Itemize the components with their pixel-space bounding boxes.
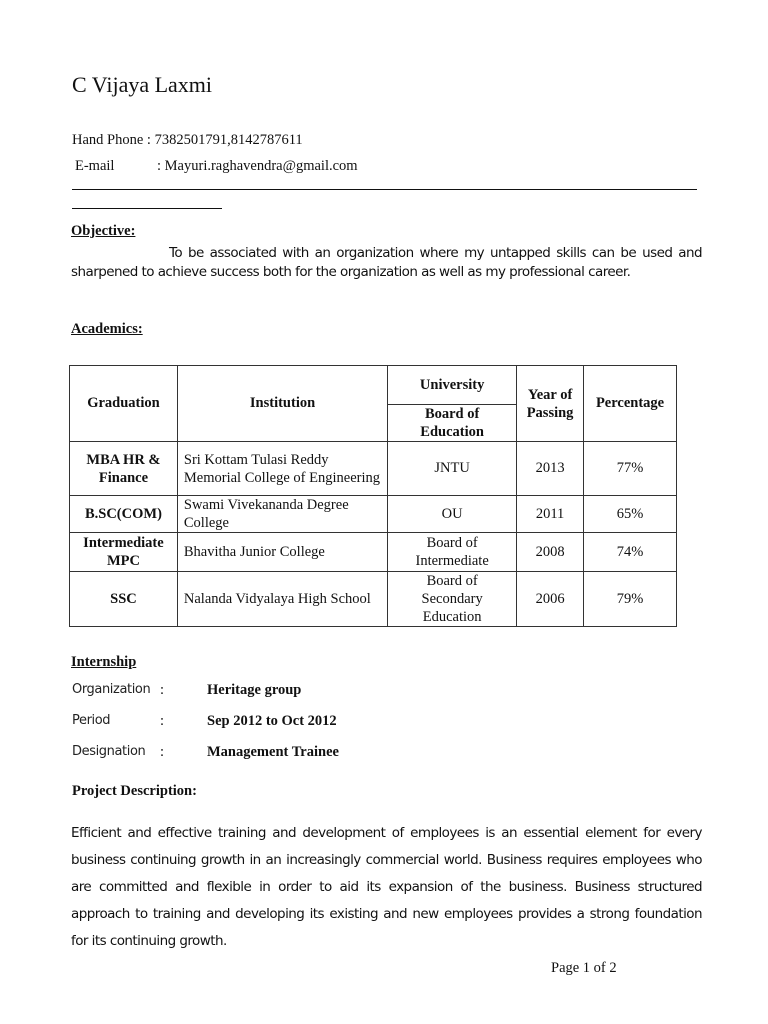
table-row: [70, 442, 677, 496]
organization-value: Heritage group: [207, 682, 302, 698]
cell-institution: Nalanda Vidyalaya High School: [177, 572, 387, 627]
objective-text: To be associated with an organization where my untapped skills can be used and sharpened to achieve success both for the organization as well as my professional career.: [71, 245, 702, 280]
column-header-graduation: Graduation: [70, 366, 178, 442]
cell-institution: Sri Kottam Tulasi Reddy Memorial College of Engineering: [177, 442, 387, 496]
cell-university: JNTU: [388, 442, 517, 496]
academics-heading: Academics:: [71, 321, 143, 337]
column-header-university: University: [388, 366, 517, 405]
cell-institution: Bhavitha Junior College: [177, 533, 387, 572]
cell-year: 2011: [517, 496, 584, 533]
cell-university: OU: [388, 496, 517, 533]
academics-table: [69, 365, 677, 627]
organization-label: Organization: [72, 682, 151, 697]
designation-label: Designation: [72, 744, 146, 759]
cell-university: Board of Intermediate: [388, 533, 517, 572]
table-row: [70, 572, 677, 627]
phone-value: 7382501791,8142787611: [154, 132, 303, 148]
email-label: E-mail: [75, 158, 115, 174]
cell-university: Board of Secondary Education: [388, 572, 517, 627]
period-value: Sep 2012 to Oct 2012: [207, 713, 337, 729]
cell-year: 2006: [517, 572, 584, 627]
organization-colon: :: [160, 682, 165, 698]
cell-year: 2008: [517, 533, 584, 572]
cell-graduation: SSC: [70, 572, 178, 627]
page-number: Page 1 of 2: [551, 960, 617, 976]
column-header-percentage: Percentage: [584, 366, 677, 442]
cell-graduation: MBA HR & Finance: [70, 442, 178, 496]
candidate-name: C Vijaya Laxmi: [72, 72, 213, 97]
phone-line: [72, 132, 303, 149]
designation-colon: :: [160, 744, 165, 760]
column-header-year: Year of Passing: [517, 366, 584, 442]
period-label: Period: [72, 713, 111, 728]
cell-graduation: Intermediate MPC: [70, 533, 178, 572]
cell-graduation: B.SC(COM): [70, 496, 178, 533]
period-colon: :: [160, 713, 165, 729]
cell-percentage: 74%: [584, 533, 677, 572]
phone-label: Hand Phone :: [72, 132, 151, 148]
project-heading: Project Description:: [72, 783, 197, 799]
table-row: [70, 496, 677, 533]
table-row: [70, 533, 677, 572]
objective-heading: Objective:: [71, 223, 136, 239]
email-value: Mayuri.raghavendra@gmail.com: [164, 158, 358, 174]
header-divider: [72, 189, 697, 190]
project-description: Efficient and effective training and development of employees is an essential element for every business continuing growth in an increasingly commercial world. Business requires employees who are committed and flexible in order to aid its expansion of the business. Business structured approach to training and developing its existing and new employees provides a strong foundation for its continuing growth.: [71, 825, 702, 949]
email-line: [75, 158, 358, 175]
cell-institution: Swami Vivekananda Degree College: [177, 496, 387, 533]
cell-percentage: 77%: [584, 442, 677, 496]
column-header-institution: Institution: [177, 366, 387, 442]
cell-percentage: 65%: [584, 496, 677, 533]
designation-value: Management Trainee: [207, 744, 339, 760]
header-divider-short: [72, 208, 222, 209]
column-header-board: Board of Education: [388, 405, 517, 442]
email-colon: :: [157, 158, 162, 174]
internship-heading: Internship: [71, 654, 137, 670]
cell-year: 2013: [517, 442, 584, 496]
table-header-row: [70, 366, 677, 405]
cell-percentage: 79%: [584, 572, 677, 627]
